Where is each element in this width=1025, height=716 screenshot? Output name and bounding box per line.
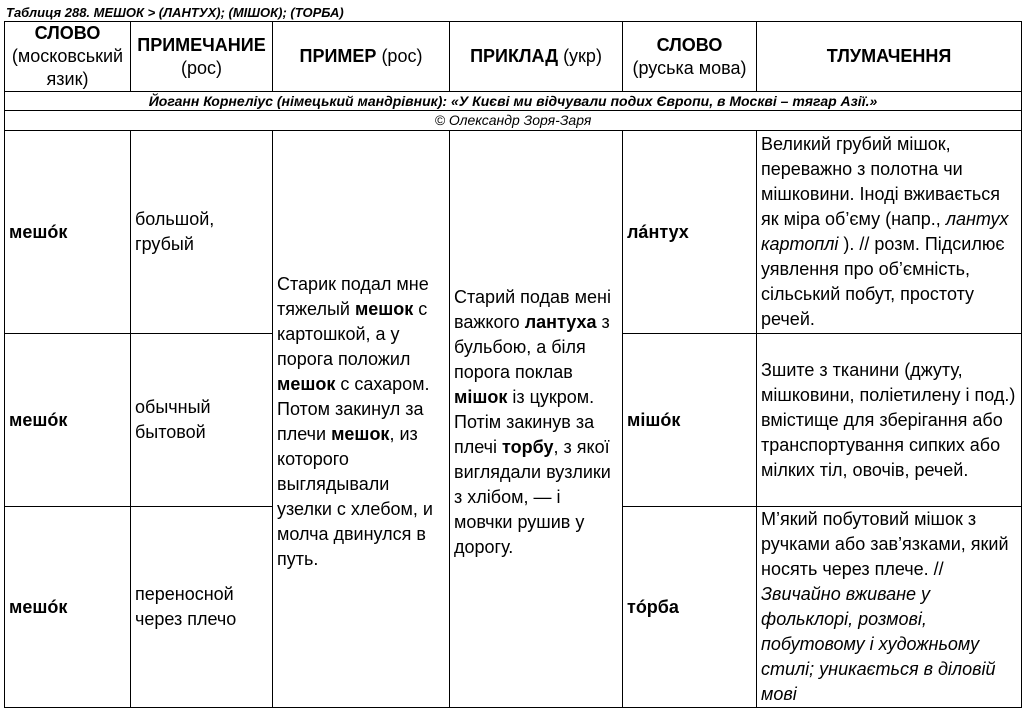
table-row (5, 131, 1022, 334)
meaning-text: М’який побутовий мішок з ручками або зав’язками, який носять через плече. // (761, 509, 1009, 579)
example-ru-text: с картошкой, а у порога положил (277, 299, 428, 369)
example-ru-text: , из которого выглядывали узелки с хлебом, и молча двинулся в путь. (277, 424, 433, 569)
meaning-text: ). // розм. Підсилює уявлення про об’ємність, сільський побут, простоту речей. (761, 234, 1005, 329)
meaning-cell (757, 334, 1022, 507)
example-uk-text: Старий подав мені важкого (454, 286, 611, 332)
copyright-text: © Олександр Зоря-Заря (5, 111, 1022, 131)
meaning-text: Великий грубий мішок, переважно з полотна чи мішковини. Іноді вживається як міра об’єму (напр., (761, 134, 1000, 229)
header-word-uk-title: СЛОВО (656, 34, 723, 55)
example-ru-keyword: мешок (277, 374, 336, 394)
header-note-sub: (рос) (180, 57, 222, 78)
header-note-title: ПРИМЕЧАНИЕ (137, 34, 266, 55)
table-caption: Таблиця 288. МЕШОК > (ЛАНТУХ); (МІШОК); (ТОРБА) (6, 5, 344, 20)
quote-text: Йоганн Корнеліус (німецький мандрівник): «У Києві ми відчували подих Європи, в Москві – тягар Азії.» (5, 92, 1022, 111)
example-ru-keyword: мешок (354, 299, 414, 319)
example-uk-keyword: торбу (502, 436, 554, 457)
word-ru-cell: мешóк (5, 334, 131, 507)
meaning-italic: Звичайно вживане у фольклорі, розмові, побутовому і художньому стилі; уникається в діловій мові (761, 584, 996, 704)
example-uk-keyword: мішок (454, 386, 508, 407)
header-example-ru-sub: (рос) (376, 46, 423, 66)
example-ru-text: с сахаром. Потом закинул за плечи (277, 374, 430, 444)
dictionary-table (4, 21, 1022, 708)
word-ru-cell: мешóк (5, 131, 131, 334)
quote-row (5, 92, 1022, 111)
header-example-uk-title: ПРИКЛАД (470, 46, 559, 66)
copyright-row (5, 111, 1022, 131)
header-example-uk (450, 22, 623, 92)
example-ru-cell (273, 131, 450, 708)
header-meaning (757, 22, 1022, 92)
header-word-ru (5, 22, 131, 92)
note-cell: большой, грубый (131, 131, 273, 334)
header-example-ru-title: ПРИМЕР (299, 46, 377, 66)
example-uk-cell (450, 131, 623, 708)
example-uk-text: із цукром. Потім закинув за плечі (454, 386, 595, 457)
example-ru-keyword: мешок (331, 424, 390, 444)
note-cell: переносной через плечо (131, 507, 273, 708)
example-uk-keyword: лантуха (524, 311, 597, 332)
header-note (131, 22, 273, 92)
note-cell: обычный бытовой (131, 334, 273, 507)
example-uk-text: з бульбою, а біля порога поклав (454, 311, 610, 382)
header-word-ru-sub: (московський язик) (11, 46, 124, 89)
example-ru-text: Старик подал мне тяжелый (277, 274, 429, 319)
word-uk-cell: лáнтух (623, 131, 757, 334)
header-example-uk-sub: (укр) (558, 46, 602, 66)
header-example-ru (273, 22, 450, 92)
meaning-text: Зшите з тканини (джуту, мішковини, поліетилену і под.) вмістище для зберігання або транспортування сипких або мілких тіл, овочів, речей. (761, 359, 1016, 480)
word-uk-cell: тóрба (623, 507, 757, 708)
header-meaning-title: ТЛУМАЧЕННЯ (826, 46, 952, 66)
word-ru-cell: мешóк (5, 507, 131, 708)
header-word-ru-title: СЛОВО (34, 23, 101, 43)
header-row (5, 22, 1022, 92)
header-word-uk (623, 22, 757, 92)
meaning-cell (757, 131, 1022, 334)
meaning-italic: лантух картоплі (761, 209, 1009, 254)
word-uk-cell: мішóк (623, 334, 757, 507)
meaning-cell (757, 507, 1022, 708)
example-uk-text: , з якої виглядали вузлики з хлібом, — і мовчки рушив у дорогу. (454, 436, 611, 557)
header-word-uk-sub: (руська мова) (632, 57, 747, 78)
